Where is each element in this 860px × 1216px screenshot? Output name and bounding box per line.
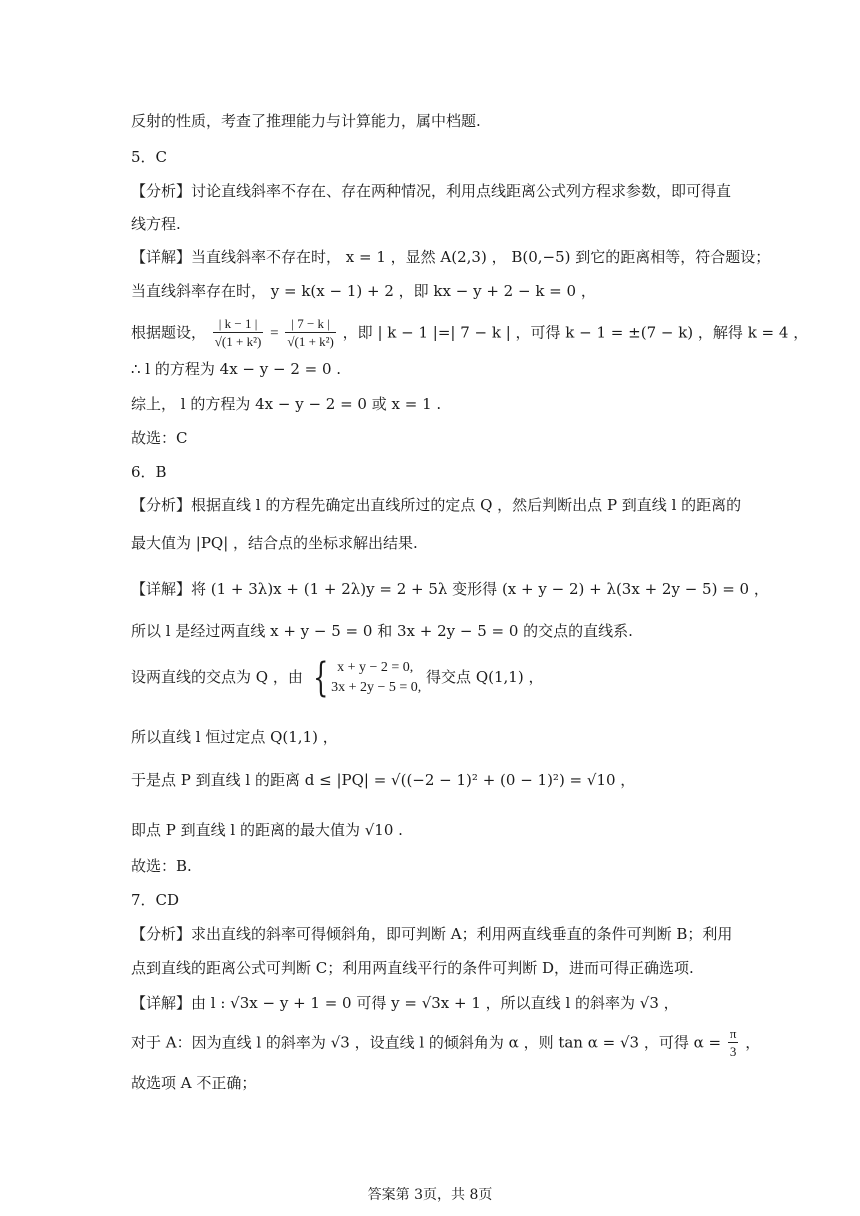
fraction-2-denominator: √(1 + k²) — [287, 334, 334, 349]
system-row-1: x + y − 2 = 0, — [337, 660, 414, 675]
text-line: 【详解】由 l : √3x − y + 1 = 0 可得 y = √3x + 1 ，所以直线 l 的斜率为 √3 ， — [131, 994, 679, 1012]
system-row-2: 3x + 2y − 5 = 0, — [331, 680, 422, 695]
equals-sign: = — [270, 325, 279, 342]
equation-system-line — [131, 655, 544, 701]
text-line: 【详解】当直线斜率不存在时， x = 1 ，显然 A(2,3) ， B(0,−5) 到它的距离相等，符合题设； — [131, 248, 771, 266]
text-line: 5．C — [131, 148, 168, 166]
text-line: 线方程. — [131, 215, 181, 233]
eq-sys-prefix: 设两直线的交点为 Q ，由 — [131, 668, 303, 686]
text-line: 综上， l 的方程为 4x − y − 2 = 0 或 x = 1 . — [131, 395, 442, 413]
text-line: 最大值为 |PQ| ，结合点的坐标求解出结果. — [131, 534, 418, 552]
page-footer: 答案第 3页，共 8页 — [367, 1187, 493, 1203]
text-line: 反射的性质，考查了推理能力与计算能力，属中档题. — [131, 112, 481, 130]
fraction-2-numerator: | 7 − k | — [285, 316, 336, 333]
text-line: 即点 P 到直线 l 的距离的最大值为 √10 . — [131, 821, 403, 839]
fraction-2 — [285, 316, 336, 351]
fraction-1-numerator: | k − 1 | — [213, 316, 264, 333]
fraction-1-denominator: √(1 + k²) — [214, 334, 262, 349]
pi-denominator: 3 — [729, 1044, 737, 1059]
text-line: 故选项 A 不正确； — [131, 1074, 257, 1092]
distance-line: 于是点 P 到直线 l 的距离 d ≤ |PQ| = √((−2 − 1)² + (0 − 1)²) = √10 ， — [131, 771, 636, 789]
eq-sys-suffix: 得交点 Q(1,1) ， — [426, 668, 544, 686]
eq-tan-suffix: ， — [745, 1033, 761, 1052]
text-line: 6．B — [131, 463, 167, 481]
text-line: 【分析】讨论直线斜率不存在、存在两种情况，利用点线距离公式列方程求参数，即可得直 — [131, 182, 732, 200]
eq-k-prefix: 根据题设， — [131, 323, 207, 342]
eq-tan-prefix: 对于 A：因为直线 l 的斜率为 √3 ，设直线 l 的倾斜角为 α ，则 tan α = √3 ，可得 α = — [131, 1033, 722, 1052]
text-line: 所以直线 l 恒过定点 Q(1,1) ， — [131, 728, 338, 746]
equation-system — [308, 655, 422, 701]
left-brace-icon: { — [312, 655, 328, 701]
text-line: 当直线斜率存在时， y = k(x − 1) + 2 ，即 kx − y + 2 − k = 0 ， — [131, 282, 596, 300]
text-line: 故选：C — [131, 429, 188, 447]
fraction-1 — [213, 316, 264, 351]
text-line: 【分析】求出直线的斜率可得倾斜角，即可判断 A；利用两直线垂直的条件可判断 B；利用 — [131, 925, 733, 943]
text-line: ∴ l 的方程为 4x − y − 2 = 0 . — [131, 360, 342, 378]
eq-k-suffix: ，即 | k − 1 |=| 7 − k | ，可得 k − 1 = ±(7 − k) ，解得 k = 4 ， — [342, 323, 809, 342]
pi-numerator: π — [729, 1026, 737, 1041]
text-line: 点到直线的距离公式可判断 C；利用两直线平行的条件可判断 D，进而可得正确选项. — [131, 959, 694, 977]
text-line: 7．CD — [131, 891, 180, 909]
text-line: 故选：B. — [131, 857, 192, 875]
fraction-pi-over-3 — [728, 1026, 739, 1061]
text-line: 【详解】将 (1 + 3λ)x + (1 + 2λ)y = 2 + 5λ 变形得 (x + y − 2) + λ(3x + 2y − 5) = 0 ， — [131, 580, 769, 598]
equation-k-line — [131, 316, 808, 351]
text-line: 【分析】根据直线 l 的方程先确定出直线所过的定点 Q ，然后判断出点 P 到直线 l 的距离的 — [131, 496, 742, 514]
text-line: 所以 l 是经过两直线 x + y − 5 = 0 和 3x + 2y − 5 = 0 的交点的直线系. — [131, 622, 633, 640]
tan-line — [131, 1026, 760, 1061]
